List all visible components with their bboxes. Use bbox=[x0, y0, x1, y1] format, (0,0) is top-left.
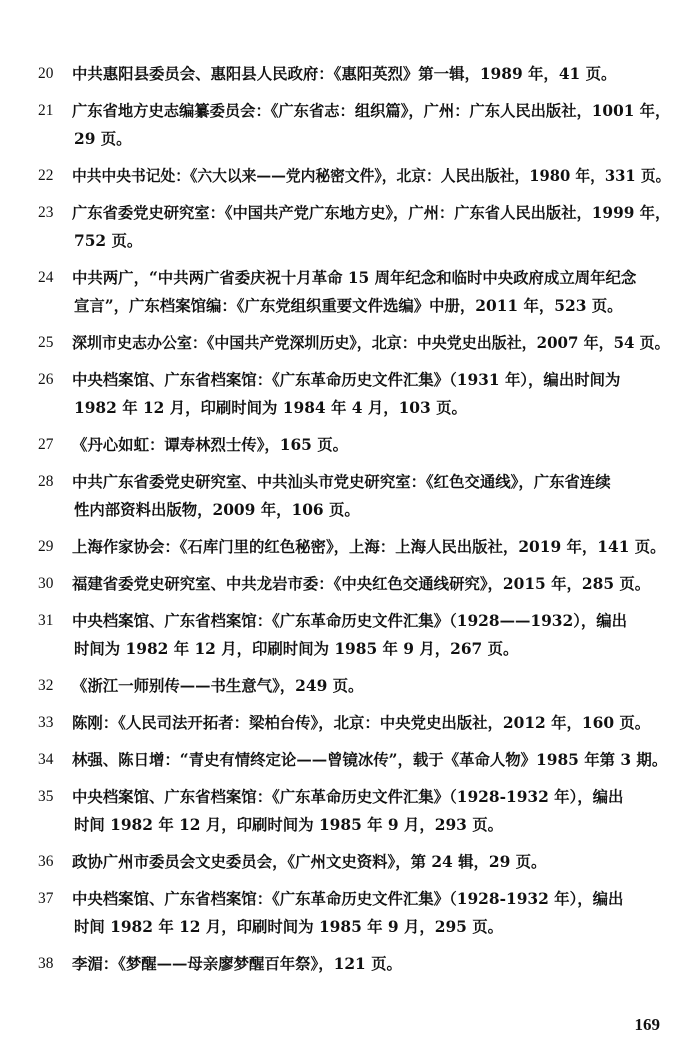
endnote-number: 29 bbox=[38, 538, 54, 555]
endnote-item bbox=[38, 199, 670, 255]
endnote-item bbox=[38, 672, 670, 700]
endnote-text-line: 中共中央书记处：《六大以来——党内秘密文件》，北京：人民出版社，1980 年，331 页。 bbox=[72, 167, 671, 185]
endnote-number: 21 bbox=[38, 102, 54, 119]
endnote-number: 37 bbox=[38, 890, 54, 907]
endnote-item bbox=[38, 570, 670, 598]
endnote-number: 30 bbox=[38, 575, 54, 592]
endnote-number: 35 bbox=[38, 788, 54, 805]
endnote-text-line: 中央档案馆、广东省档案馆：《广东革命历史文件汇集》（1931 年），编出时间为 bbox=[72, 371, 621, 389]
endnote-text-line: 性内部资料出版物，2009 年，106 页。 bbox=[74, 501, 360, 519]
endnote-number: 23 bbox=[38, 204, 54, 221]
endnote-text-line: 《丹心如虹：谭寿林烈士传》，165 页。 bbox=[72, 436, 349, 454]
endnote-number: 28 bbox=[38, 473, 54, 490]
endnote-item bbox=[38, 468, 670, 524]
endnote-number: 22 bbox=[38, 167, 54, 184]
endnote-text-line: 中共两广，“中共两广省委庆祝十月革命 15 周年纪念和临时中央政府成立周年纪念 bbox=[72, 269, 637, 287]
endnote-text-line: 福建省委党史研究室、中共龙岩市委：《中央红色交通线研究》，2015 年，285 页。 bbox=[72, 575, 651, 593]
endnote-text-line: 时间为 1982 年 12 月，印刷时间为 1985 年 9 月，267 页。 bbox=[74, 640, 519, 658]
endnote-number: 32 bbox=[38, 677, 54, 694]
endnote-text-line: 深圳市史志办公室：《中国共产党深圳历史》，北京：中央党史出版社，2007 年，54 页。 bbox=[72, 334, 670, 352]
endnote-text-line: 陈刚：《人民司法开拓者：梁柏台传》，北京：中央党史出版社，2012 年，160 页。 bbox=[72, 714, 651, 732]
endnote-text-line: 中央档案馆、广东省档案馆：《广东革命历史文件汇集》（1928——1932），编出 bbox=[72, 612, 628, 630]
endnote-number: 31 bbox=[38, 612, 54, 629]
endnote-number: 20 bbox=[38, 65, 54, 82]
endnote-item bbox=[38, 60, 670, 88]
endnote-text-line: 1982 年 12 月，印刷时间为 1984 年 4 月，103 页。 bbox=[74, 399, 467, 417]
page-number: 169 bbox=[634, 1015, 660, 1034]
endnote-text-line: 时间 1982 年 12 月，印刷时间为 1985 年 9 月，295 页。 bbox=[74, 918, 504, 936]
endnote-number: 25 bbox=[38, 334, 54, 351]
endnote-number: 24 bbox=[38, 269, 54, 286]
endnote-item bbox=[38, 431, 670, 459]
endnote-text-line: 中央档案馆、广东省档案馆：《广东革命历史文件汇集》（1928-1932 年），编出 bbox=[72, 788, 624, 806]
endnote-text-line: 上海作家协会：《石库门里的红色秘密》，上海：上海人民出版社，2019 年，141 页。 bbox=[72, 538, 666, 556]
endnote-text-line: 宣言”，广东档案馆编：《广东党组织重要文件选编》中册，2011 年，523 页。 bbox=[74, 297, 623, 315]
endnote-text-line: 752 页。 bbox=[74, 232, 143, 250]
endnote-item bbox=[38, 783, 670, 839]
endnotes-list bbox=[38, 60, 670, 987]
endnote-item bbox=[38, 607, 670, 663]
endnote-number: 34 bbox=[38, 751, 54, 768]
endnote-text-line: 林强、陈日增：“青史有情终定论——曾镜冰传”，载于《革命人物》1985 年第 3 期。 bbox=[72, 751, 668, 769]
endnote-text-line: 中共广东省委党史研究室、中共汕头市党史研究室：《红色交通线》，广东省连续 bbox=[72, 473, 611, 491]
endnote-text-line: 广东省地方史志编纂委员会：《广东省志：组织篇》，广州：广东人民出版社，1001 年， bbox=[72, 102, 671, 120]
endnote-text-line: 中共惠阳县委员会、惠阳县人民政府：《惠阳英烈》第一辑，1989 年，41 页。 bbox=[72, 65, 617, 83]
endnote-number: 38 bbox=[38, 955, 54, 972]
endnote-item bbox=[38, 848, 670, 876]
endnote-item bbox=[38, 746, 670, 774]
endnote-item bbox=[38, 950, 670, 978]
endnote-text-line: 广东省委党史研究室：《中国共产党广东地方史》，广州：广东省人民出版社，1999 年， bbox=[72, 204, 671, 222]
endnote-item bbox=[38, 885, 670, 941]
endnote-text-line: 时间 1982 年 12 月，印刷时间为 1985 年 9 月，293 页。 bbox=[74, 816, 504, 834]
endnote-item bbox=[38, 162, 670, 190]
endnote-text-line: 李湄：《梦醒——母亲廖梦醒百年祭》，121 页。 bbox=[72, 955, 402, 973]
endnote-item bbox=[38, 366, 670, 422]
endnote-number: 26 bbox=[38, 371, 54, 388]
endnote-number: 36 bbox=[38, 853, 54, 870]
endnote-number: 27 bbox=[38, 436, 54, 453]
endnote-text-line: 政协广州市委员会文史委员会，《广州文史资料》，第 24 辑，29 页。 bbox=[72, 853, 547, 871]
endnote-item bbox=[38, 709, 670, 737]
endnote-item bbox=[38, 533, 670, 561]
endnote-item bbox=[38, 97, 670, 153]
endnote-text-line: 29 页。 bbox=[74, 130, 132, 148]
endnote-item bbox=[38, 264, 670, 320]
endnote-item bbox=[38, 329, 670, 357]
endnote-number: 33 bbox=[38, 714, 54, 731]
endnote-text-line: 中央档案馆、广东省档案馆：《广东革命历史文件汇集》（1928-1932 年），编出 bbox=[72, 890, 624, 908]
endnote-text-line: 《浙江一师别传——书生意气》，249 页。 bbox=[72, 677, 364, 695]
